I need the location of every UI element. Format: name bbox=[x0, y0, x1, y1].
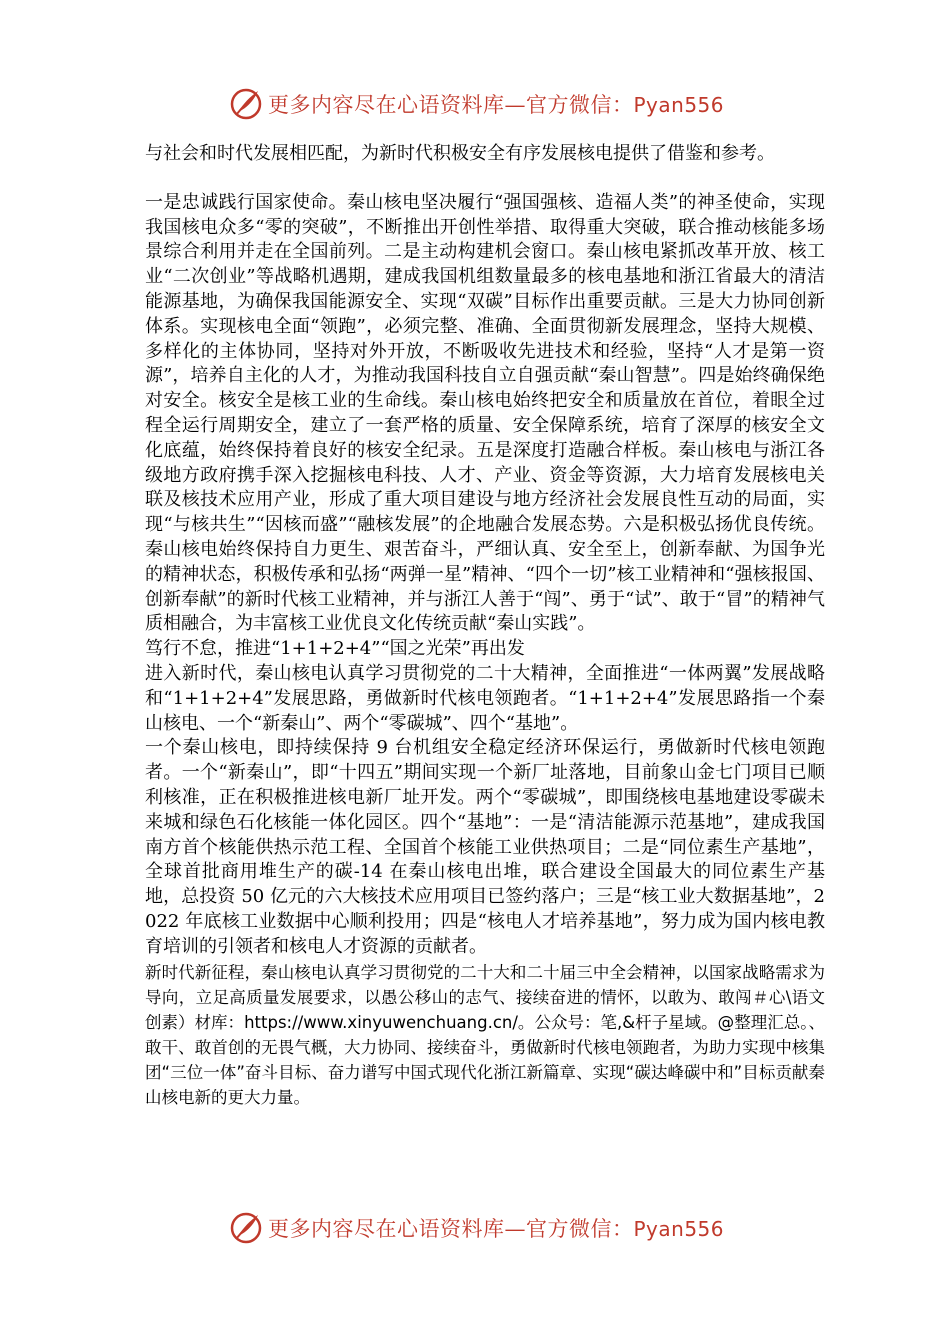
banner-wechat-id: Pyan556 bbox=[633, 1217, 725, 1241]
banner-wechat-label: 官方微信： bbox=[526, 93, 634, 117]
document-body bbox=[145, 142, 825, 1110]
paragraph-intro-tail: 与社会和时代发展相匹配，为新时代积极安全有序发展核电提供了借鉴和参考。 bbox=[145, 143, 775, 164]
feather-logo-icon bbox=[228, 86, 264, 122]
section-heading: 笃行不怠，推进“1+1+2+4”“国之光荣”再出发 bbox=[145, 638, 525, 660]
banner-text bbox=[268, 1213, 724, 1243]
paragraph-conclusion: 新时代新征程，秦山核电认真学习贯彻党的二十大和二十届三中全会精神，以国家战略需求为导向，立足高质量发展要求，以愚公移山的志气、接续奋进的情怀，以敢为、敢闯＃心\语文创素）材库：https://www.xinyuwenchuang.cn/。公众号：笔,&杆子星域。@整理汇总。、敢干、敢首创的无畏气概，大力协同、接续奋斗，勇做新时代核电领跑者，为助力实现中核集团“三位一体”奋斗目标、奋力谱写中国式现代化浙江新篇章、实现“碳达峰碳中和”目标贡献秦山核电新的更大力量。 bbox=[145, 962, 825, 1107]
banner-brand: 更多内容尽在心语资料库 bbox=[268, 93, 505, 117]
paragraph-new-era: 进入新时代，秦山核电认真学习贯彻党的二十大精神，全面推进“一体两翼”发展战略和“1+1+2+4”发展思路，勇做新时代核电领跑者。“1+1+2+4”发展思路指一个秦山核电、一个“新秦山”、两个“零碳城”、四个“基地”。 bbox=[145, 662, 825, 734]
header-watermark-banner bbox=[228, 84, 724, 124]
banner-text bbox=[268, 89, 724, 119]
banner-wechat-id: Pyan556 bbox=[633, 93, 725, 117]
footer-watermark-banner bbox=[228, 1208, 724, 1248]
banner-dash: — bbox=[504, 93, 526, 117]
paragraph-1124-detail: 一个秦山核电，即持续保持 9 台机组安全稳定经济环保运行，勇做新时代核电领跑者。一个“新秦山”，即“十四五”期间实现一个新厂址落地，目前象山金七门项目已顺利核准，正在积极推进核电新厂址开发。两个“零碳城”，即围绕核电基地建设零碳未来城和绿色石化核能一体化园区。四个“基地”：一是“清洁能源示范基地”，建成我国南方首个核能供热示范工程、全国首个核能工业供热项目；二是“同位素生产基地”，全球首批商用堆生产的碳-14 在秦山核电出堆，联合建设全国最大的同位素生产基地，总投资 50 亿元的六大核技术应用项目已签约落户；三是“核工业大数据基地”，2022 年底核工业数据中心顺利投用；四是“核电人才培养基地”，努力成为国内核电教育培训的引领者和核电人才资源的贡献者。 bbox=[145, 737, 825, 957]
banner-wechat-label: 官方微信： bbox=[526, 1217, 634, 1241]
banner-brand: 更多内容尽在心语资料库 bbox=[268, 1217, 505, 1241]
banner-dash: — bbox=[504, 1217, 526, 1241]
paragraph-six-points: 一是忠诚践行国家使命。秦山核电坚决履行“强国强核、造福人类”的神圣使命，实现我国核电众多“零的突破”，不断推出开创性举措、取得重大突破，联合推动核能多场景综合利用并走在全国前列。二是主动构建机会窗口。秦山核电紧抓改革开放、核工业“二次创业”等战略机遇期，建成我国机组数量最多的核电基地和浙江省最大的清洁能源基地，为确保我国能源安全、实现“双碳”目标作出重要贡献。三是大力协同创新体系。实现核电全面“领跑”，必须完整、准确、全面贯彻新发展理念，坚持大规模、多样化的主体协同，坚持对外开放，不断吸收先进技术和经验，坚持“人才是第一资源”，培养自主化的人才，为推动我国科技自立自强贡献“秦山智慧”。四是始终确保绝对安全。核安全是核工业的生命线。秦山核电始终把安全和质量放在首位，着眼全过程全运行周期安全，建立了一套严格的质量、安全保障系统，培育了深厚的核安全文化底蕴，始终保持着良好的核安全纪录。五是深度打造融合样板。秦山核电与浙江各级地方政府携手深入挖掘核电科技、人才、产业、资金等资源，大力培育发展核电关联及核技术应用产业，形成了重大项目建设与地方经济社会发展良性互动的局面，实现“与核共生”“因核而盛”“融核发展”的企地融合发展态势。六是积极弘扬优良传统。秦山核电始终保持自力更生、艰苦奋斗，严细认真、安全至上，创新奉献、为国争光的精神状态，积极传承和弘扬“两弹一星”精神、“四个一切”核工业精神和“强核报国、创新奉献”的新时代核工业精神，并与浙江人善于“闯”、勇于“试”、敢于“冒”的精神气质相融合，为丰富核工业优良文化传统贡献“秦山实践”。 bbox=[145, 191, 825, 635]
feather-logo-icon bbox=[228, 1210, 264, 1246]
